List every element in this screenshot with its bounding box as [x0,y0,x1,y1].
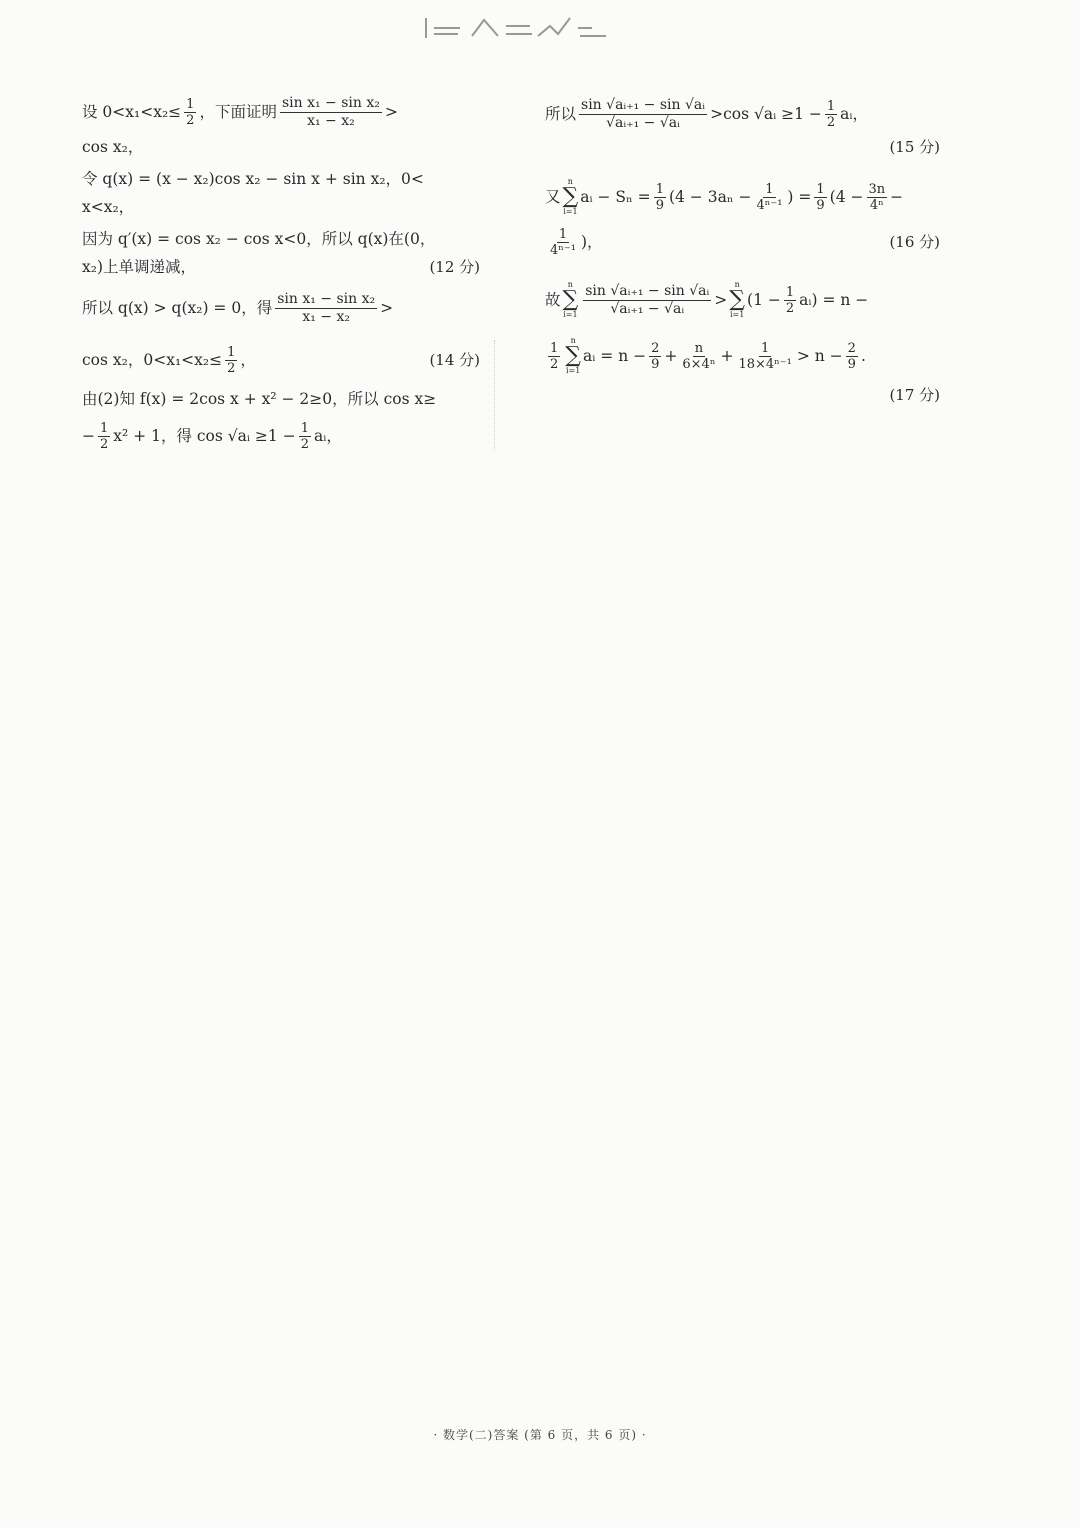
fraction: $\frac{1}{\text{4ⁿ⁻¹}}$ [550,226,576,258]
right-column [545,92,940,406]
faded-header-banner [420,12,610,42]
fraction: $\frac{1}{2}$ [300,420,309,452]
fraction: $\frac{1}{\text{18×4ⁿ⁻¹}}$ [738,340,792,372]
right-line-1: 所以 $\frac{\text{sin √aᵢ₊₁ − sin √aᵢ}}{\text{√aᵢ₊₁ − √aᵢ}}$ >cos √aᵢ ≥1 − $\frac{1}{2}$ aᵢ， [545,96,869,131]
left-line-4: x<x₂， [82,198,135,216]
fraction: $\frac{\text{sin x₁ − sin x₂}}{\text{x₁ − x₂}}$ [281,94,380,129]
left-line-1: 设 0<x₁<x₂≤ $\frac{1}{2}$ ，下面证明 $\frac{\text{sin x₁ − sin x₂}}{\text{x₁ − x₂}}$ > [82,94,398,129]
score-label: (15 分) [889,138,940,156]
column-divider [494,340,496,450]
summation-symbol: n ∑ i=1 [565,336,581,375]
fraction: $\frac{\text{sin √aᵢ₊₁ − sin √aᵢ}}{\text{√aᵢ₊₁ − √aᵢ}}$ [581,96,706,131]
score-label: (12 分) [429,258,480,276]
fraction: $\frac{1}{2}$ [826,98,836,130]
left-line-8: cos x₂，0<x₁<x₂≤ $\frac{1}{2}$ ， (14 分) [82,344,480,376]
fraction: $\frac{1}{2}$ [550,340,559,372]
right-line-4: 故 n ∑ i=1 $\frac{\text{sin √aᵢ₊₁ − sin √aᵢ}}{\text{√aᵢ₊₁ − √aᵢ}}$ > n ∑ i=1 (1 − $\frac{1}{2}$ aᵢ) = n − [545,280,869,319]
fraction: $\frac{n}{\text{6×4ⁿ}}$ [682,340,716,372]
fraction: $\frac{1}{2}$ [227,344,236,376]
fraction: $\frac{1}{2}$ [785,284,795,316]
fraction: $\frac{\text{sin x₁ − sin x₂}}{\text{x₁ − x₂}}$ [277,290,376,325]
score-label: (14 分) [429,351,480,369]
fraction: $\frac{3n}{\text{4ⁿ}}$ [868,181,886,213]
fraction: $\frac{\text{sin √aᵢ₊₁ − sin √aᵢ}}{\text{√aᵢ₊₁ − √aᵢ}}$ [585,282,710,317]
left-line-5: 因为 q′(x) = cos x₂ − cos x<0，所以 q(x)在(0， [82,230,436,248]
left-line-7: 所以 q(x) > q(x₂) = 0，得 $\frac{\text{sin x₁ − sin x₂}}{\text{x₁ − x₂}}$ > [82,290,394,325]
score-label: (16 分) [889,233,940,251]
fraction: $\frac{1}{9}$ [816,181,825,213]
summation-symbol: n ∑ i=1 [562,280,579,319]
right-line-2: 又 n ∑ i=1 aᵢ − Sₙ = $\frac{1}{9}$ (4 − 3aₙ − $\frac{1}{\text{4ⁿ⁻¹}}$ ) = $\frac{1}{9}$ (4 − $\frac{3n}{\text{4ⁿ}}$ − [545,177,904,216]
left-line-3: 令 q(x) = (x − x₂)cos x₂ − sin x + sin x₂，0< [82,170,424,188]
score-label: (17 分) [889,386,940,404]
right-line-5: $\frac{1}{2}$ n ∑ i=1 aᵢ = n − $\frac{2}{9}$ + $\frac{n}{\text{6×4ⁿ}}$ + $\frac{1}{\text{18×4ⁿ⁻¹}}$ > n − $\frac{2}{9}$ . [550,336,866,375]
right-line-3: $\frac{1}{\text{4ⁿ⁻¹}}$ )， (16 分) [550,226,940,258]
fraction: $\frac{2}{9}$ [847,340,856,372]
left-line-9: 由(2)知 f(x) = 2cos x + x² − 2≥0，所以 cos x≥ [82,390,437,408]
page-footer: · 数学(二)答案 (第 6 页，共 6 页) · [433,1428,647,1442]
fraction: $\frac{1}{\text{4ⁿ⁻¹}}$ [756,181,783,213]
fraction: $\frac{2}{9}$ [651,340,660,372]
left-line-10: − $\frac{1}{2}$ x² + 1，得 cos √aᵢ ≥1 − $\frac{1}{2}$ aᵢ， [82,420,342,452]
fraction: $\frac{1}{2}$ [100,420,109,452]
fraction: $\frac{1}{9}$ [655,181,664,213]
summation-symbol: n ∑ i=1 [729,280,746,319]
left-line-2: cos x₂， [82,138,144,156]
left-column [82,92,480,456]
fraction: $\frac{1}{2}$ [186,96,195,128]
summation-symbol: n ∑ i=1 [562,177,579,216]
left-line-6: x₂)上单调递减， (12 分) [82,258,480,276]
